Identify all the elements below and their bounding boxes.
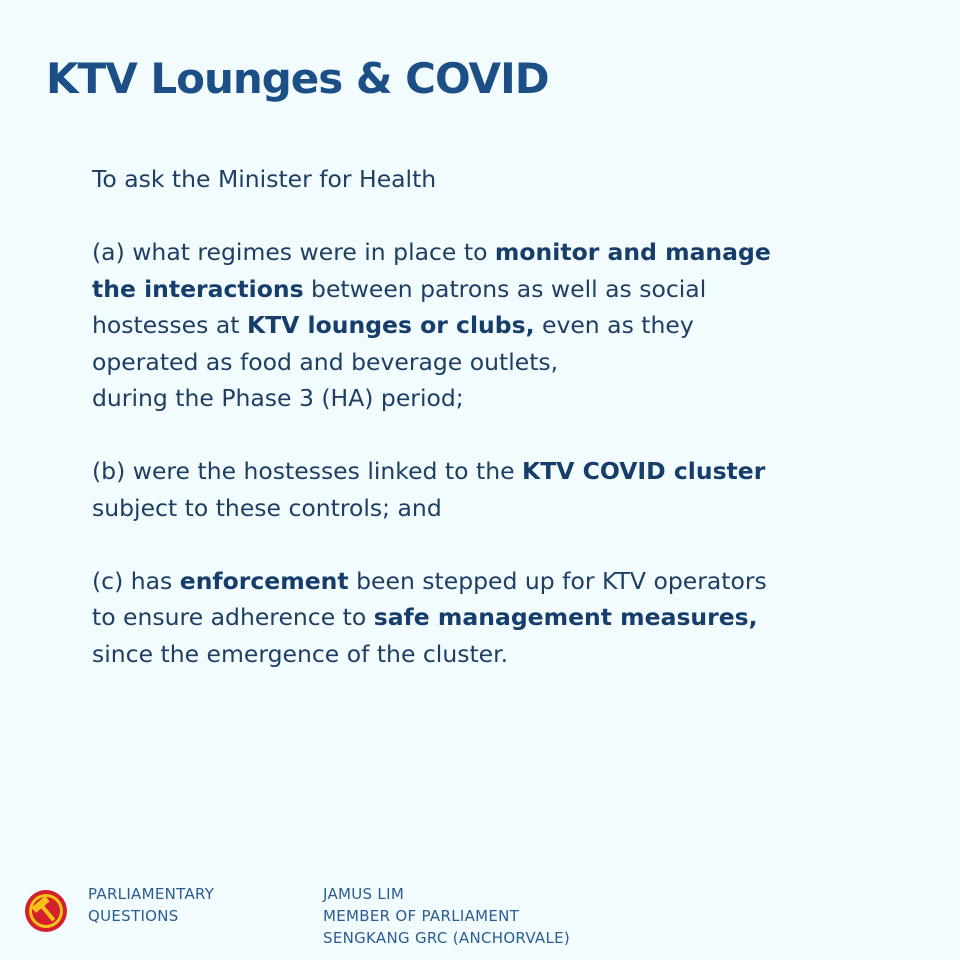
question-part-a xyxy=(92,234,872,417)
question-text: during the Phase 3 (HA) period; xyxy=(92,384,464,412)
emphasis-text: monitor and manage xyxy=(494,238,771,266)
emphasis-text: the interactions xyxy=(92,274,304,303)
footer-line: MEMBER OF PARLIAMENT xyxy=(323,907,520,925)
question-part-b xyxy=(92,453,872,526)
question-text: (a) what regimes were in place to xyxy=(92,238,495,266)
emphasis-text: safe management measures, xyxy=(373,603,758,631)
question-text: subject to these controls; and xyxy=(92,493,442,522)
question-line xyxy=(92,490,872,527)
footer-line: SENGKANG GRC (ANCHORVALE) xyxy=(323,929,571,947)
question-line xyxy=(92,307,872,344)
hammer-logo-icon xyxy=(24,889,68,933)
question-text: even as they xyxy=(534,311,694,339)
page-title: KTV Lounges & COVID xyxy=(46,54,549,103)
footer-line: JAMUS LIM xyxy=(323,885,405,903)
question-text: between patrons as well as social xyxy=(303,274,707,303)
question-text: hostesses at xyxy=(92,311,247,339)
question-line xyxy=(92,563,872,600)
question-line xyxy=(92,599,872,636)
emphasis-text: KTV lounges or clubs, xyxy=(246,311,535,339)
question-text: (c) has xyxy=(92,566,180,595)
footer-author xyxy=(323,883,570,949)
question-line xyxy=(92,636,872,673)
question-line xyxy=(92,271,872,308)
emphasis-text: enforcement xyxy=(179,566,349,595)
question-text: been stepped up for KTV operators xyxy=(348,566,767,595)
question-line xyxy=(92,380,872,417)
question-line xyxy=(92,344,872,381)
question-part-c xyxy=(92,563,872,673)
question-text: (b) were the hostesses linked to the xyxy=(92,457,523,485)
question-line xyxy=(92,453,872,490)
question-intro: To ask the Minister for Health xyxy=(92,165,437,193)
footer-line: QUESTIONS xyxy=(88,907,179,925)
footer-line: PARLIAMENTARY xyxy=(88,885,215,903)
question-text: operated as food and beverage outlets, xyxy=(92,347,559,376)
question-line xyxy=(92,234,872,271)
question-text: to ensure adherence to xyxy=(92,603,374,631)
footer-category xyxy=(88,883,214,927)
question-body xyxy=(92,161,872,672)
question-text: since the emergence of the cluster. xyxy=(92,639,509,668)
emphasis-text: KTV COVID cluster xyxy=(522,457,766,485)
